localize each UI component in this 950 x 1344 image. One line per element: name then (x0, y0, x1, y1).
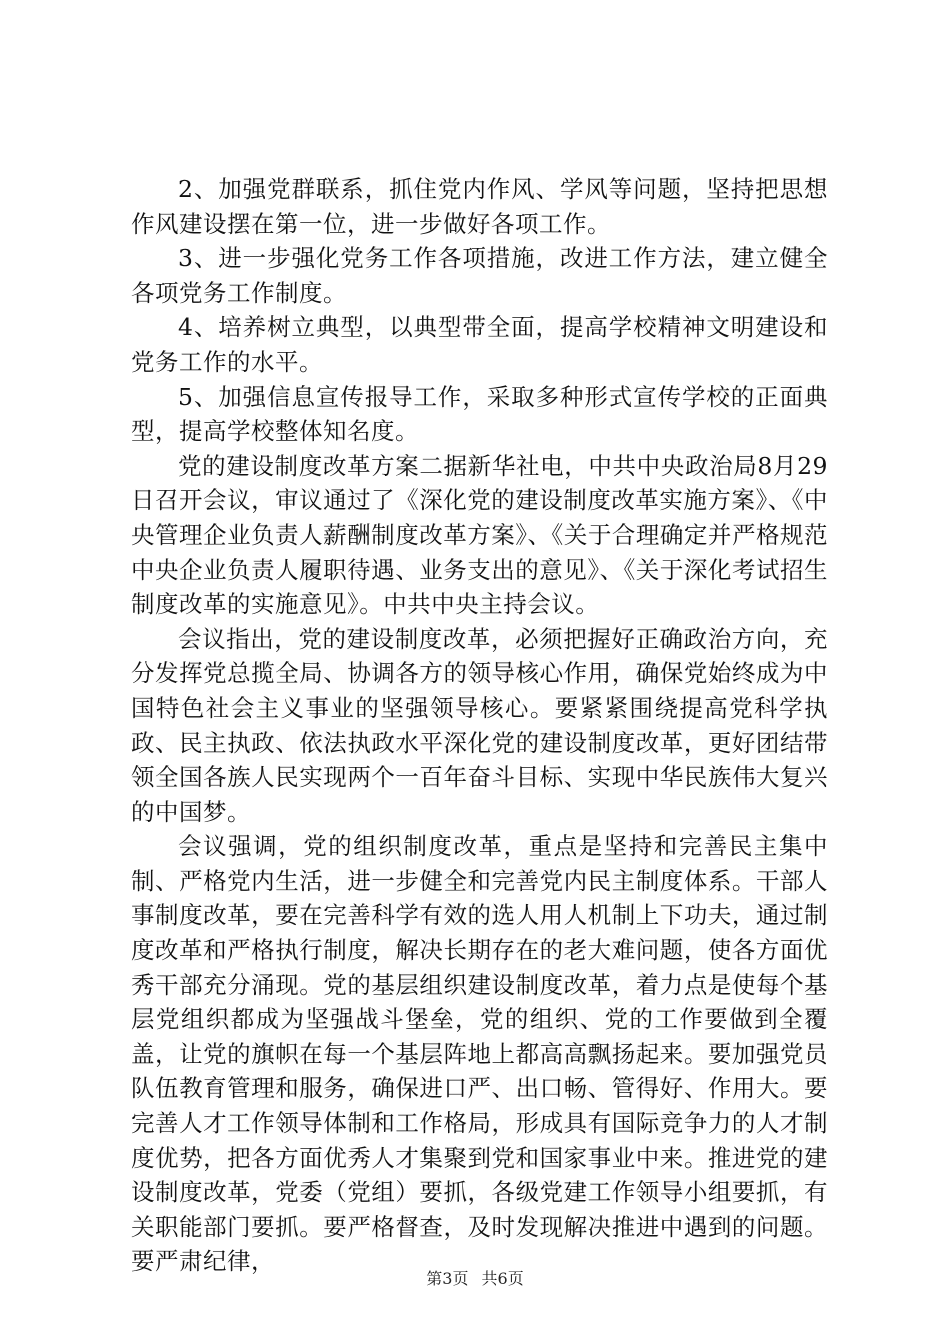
paragraph: 3、进一步强化党务工作各项措施，改进工作方法，建立健全各项党务工作制度。 (131, 244, 828, 307)
paragraph: 会议强调，党的组织制度改革，重点是坚持和完善民主集中制、严格党内生活，进一步健全和完善党内民主制度体系。干部人事制度改革，要在完善科学有效的选人用人机制上下功夫，通过制度改革和严格执行制度，解决长期存在的老大难问题，使各方面优秀干部充分涌现。党的基层组织建设制度改革，着力点是使每个基层党组织都成为坚强战斗堡垒，党的组织、党的工作要做到全覆盖，让党的旗帜在每一个基层阵地上都高高飘扬起来。要加强党员队伍教育管理和服务，确保进口严、出口畅、管得好、作用大。要完善人才工作领导体制和工作格局，形成具有国际竞争力的人才制度优势，把各方面优秀人才集聚到党和国家事业中来。推进党的建设制度改革，党委（党组）要抓，各级党建工作领导小组要抓，有关职能部门要抓。要严格督查，及时发现解决推进中遇到的问题。要严肃纪律， (131, 832, 828, 1276)
document-body (131, 172, 828, 1279)
page-total: 共6页 (481, 1269, 524, 1288)
paragraph: 会议指出，党的建设制度改革，必须把握好正确政治方向，充分发挥党总揽全局、协调各方的领导核心作用，确保党始终成为中国特色社会主义事业的坚强领导核心。要紧紧围绕提高党科学执政、民主执政、依法执政水平深化党的建设制度改革，更好团结带领全国各族人民实现两个一百年奋斗目标、实现中华民族伟大复兴的中国梦。 (131, 624, 828, 826)
paragraph: 4、培养树立典型，以典型带全面，提高学校精神文明建设和党务工作的水平。 (131, 313, 828, 376)
page-footer (0, 1269, 950, 1289)
page-number: 第3页 (426, 1269, 469, 1288)
paragraph: 2、加强党群联系，抓住党内作风、学风等问题，坚持把思想作风建设摆在第一位，进一步做好各项工作。 (131, 175, 828, 238)
paragraph: 党的建设制度改革方案二据新华社电，中共中央政治局8月29日召开会议，审议通过了《深化党的建设制度改革实施方案》、《中央管理企业负责人薪酬制度改革方案》、《关于合理确定并严格规范中央企业负责人履职待遇、业务支出的意见》、《关于深化考试招生制度改革的实施意见》。中共中央主持会议。 (131, 451, 828, 619)
paragraph: 5、加强信息宣传报导工作，采取多种形式宣传学校的正面典型，提高学校整体知名度。 (131, 382, 828, 446)
